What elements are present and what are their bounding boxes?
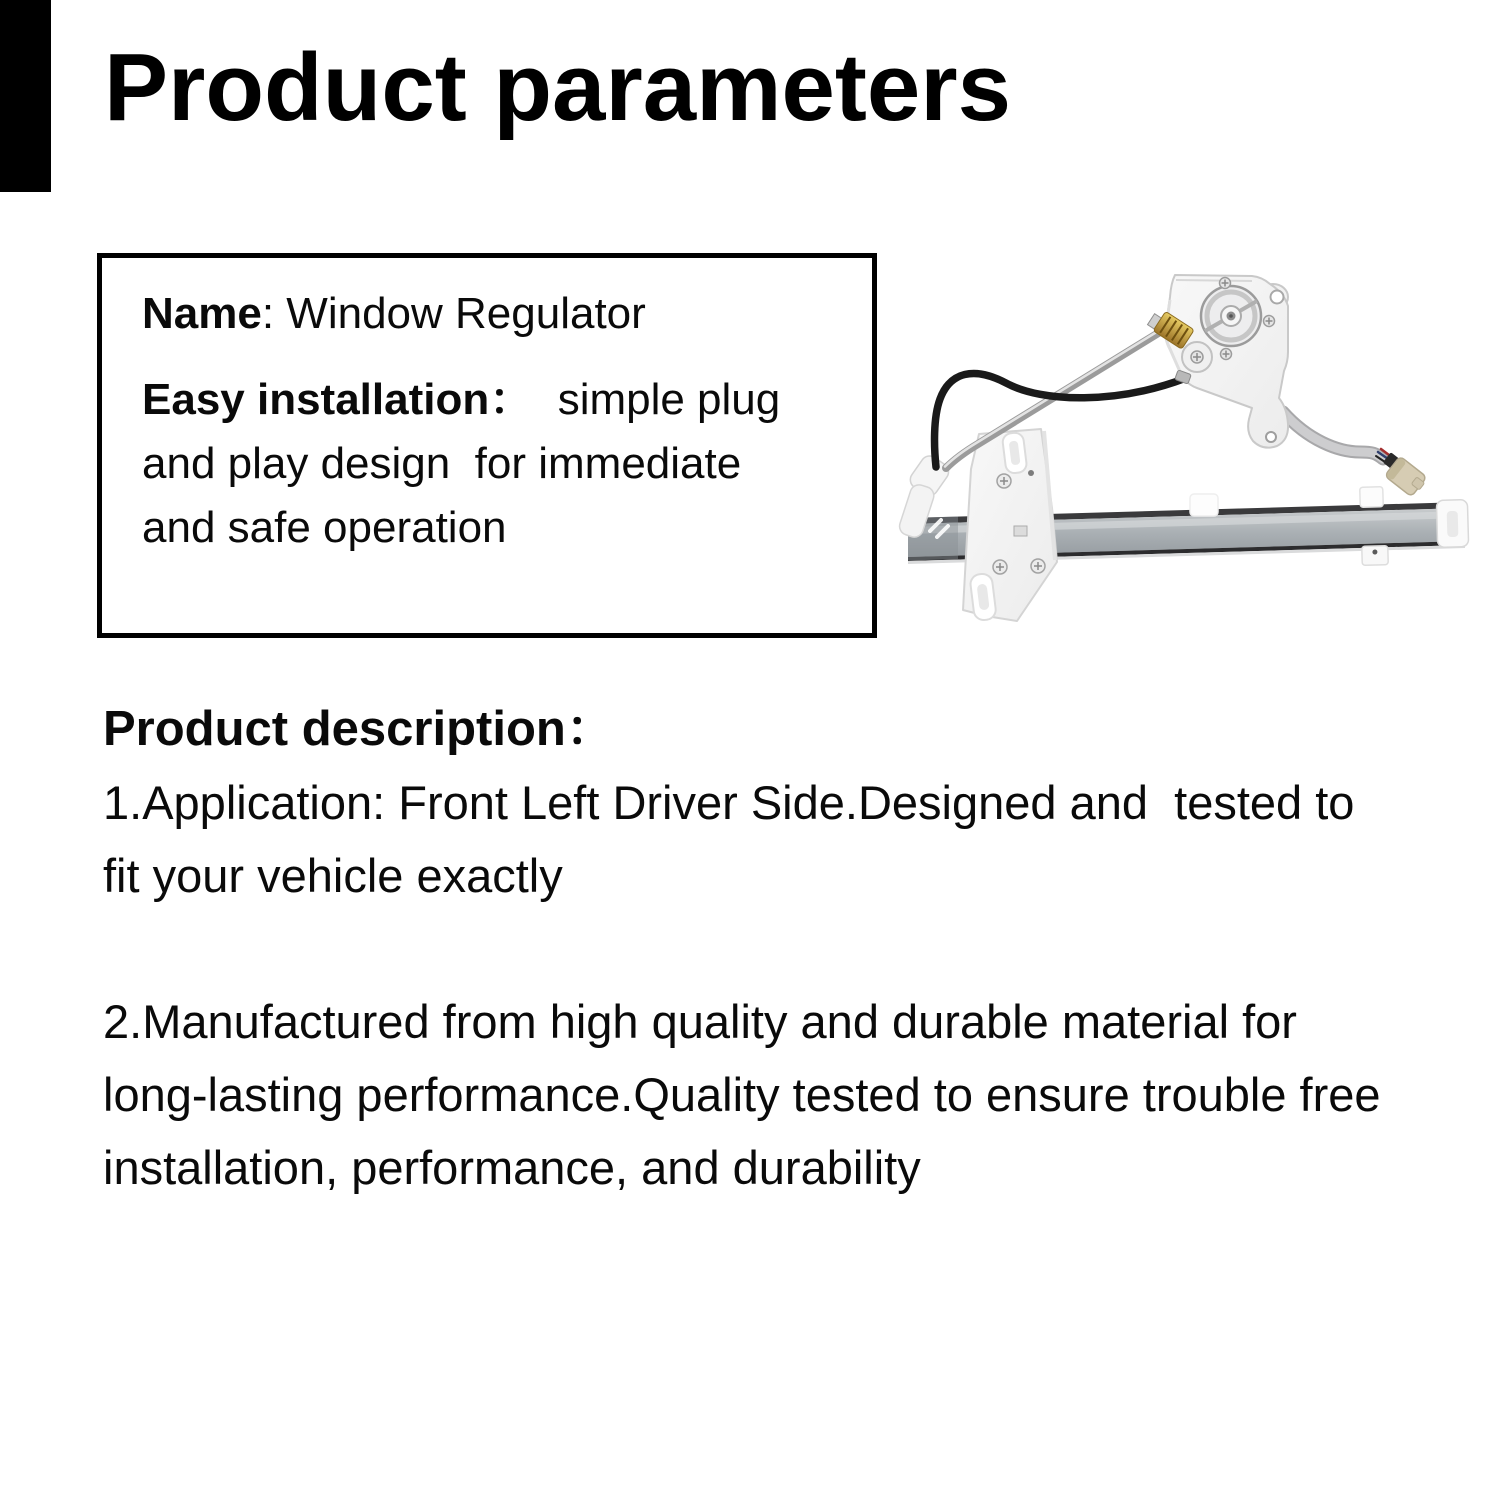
cable-drum [1201,286,1261,346]
rail-upper-tab [1360,487,1384,508]
info-name-label: Name [142,289,262,338]
corner-accent-bar [0,0,51,192]
window-regulator-illustration [878,240,1500,670]
info-installation-value: simple plug and play design for immediate and safe operation [142,375,793,552]
info-name-separator: : [261,289,287,338]
motor-bracket [1146,275,1288,448]
description-heading: Product description： [103,702,615,756]
info-name-value: Window Regulator [286,289,646,338]
info-line-installation [142,368,802,560]
harness-cable [1283,412,1383,459]
product-info-box [97,253,877,638]
info-line-name [142,282,802,346]
mount-hole-top [1271,291,1284,304]
description-item-2: 2.Manufactured from high quality and durable material for long-lasting performance.Quality tested to ensure trouble free installation, performance, and durability [103,995,1394,1194]
product-description-section [103,692,1393,1204]
description-item-1: 1.Application: Front Left Driver Side.Designed and tested to fit your vehicle exactly [103,776,1368,902]
rail-right-bracket [1436,500,1468,548]
window-mounting-plate [963,429,1057,621]
info-installation-label: Easy installation： [142,375,534,424]
product-photo [878,240,1500,670]
mount-hole-bottom [1266,432,1276,442]
info-installation-separator [533,375,557,424]
black-cable [935,373,1186,467]
page-title: Product parameters [104,34,1011,141]
rail-lower-tab [1362,546,1389,566]
